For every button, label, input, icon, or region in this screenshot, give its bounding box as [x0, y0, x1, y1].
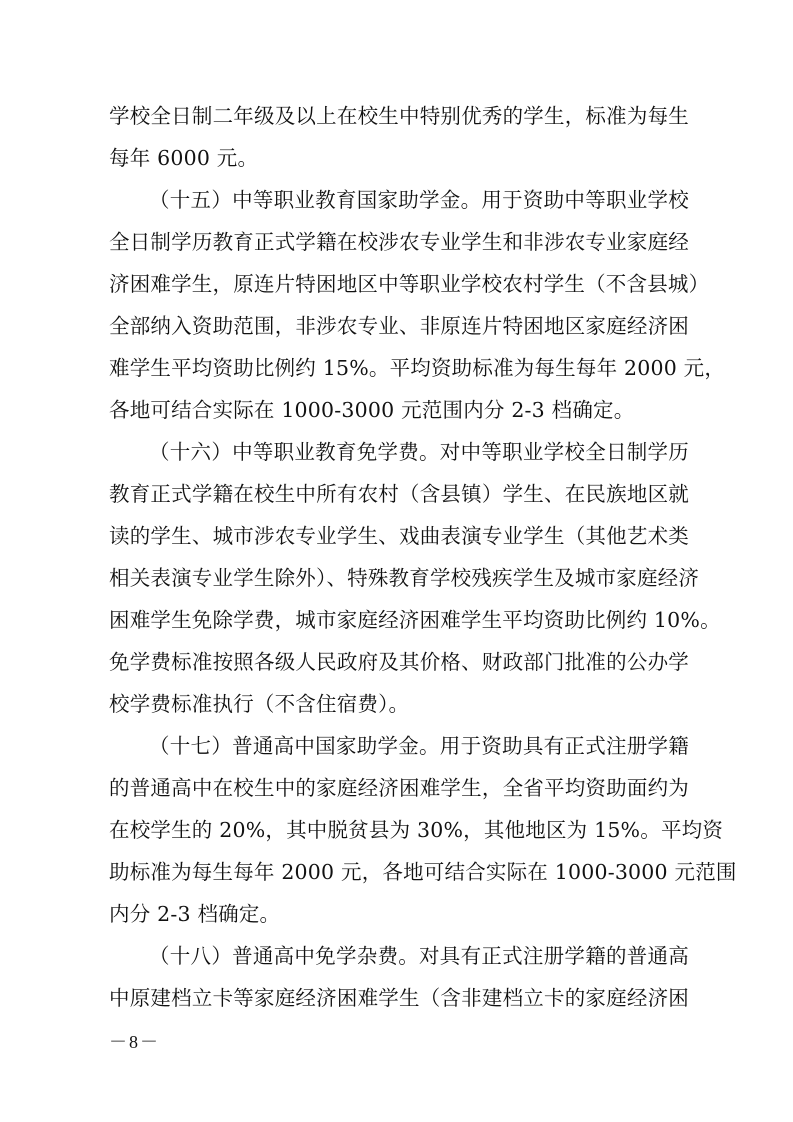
- text-line: 全日制学历教育正式学籍在校涉农专业学生和非涉农专业家庭经: [109, 230, 689, 254]
- paragraph-heading-line: （十七）普通高中国家助学金。用于资助具有正式注册学籍: [149, 734, 689, 758]
- text-line: 难学生平均资助比例约 15%。平均资助标准为每生每年 2000 元，: [109, 356, 726, 380]
- text-line: 全部纳入资助范围，非涉农专业、非原连片特困地区家庭经济困: [109, 314, 689, 338]
- text-line: 在校学生的 20%，其中脱贫县为 30%，其他地区为 15%。平均资: [109, 818, 724, 842]
- text-line: 济困难学生，原连片特困地区中等职业学校农村学生（不含县城）: [109, 272, 710, 296]
- paragraph-heading-line: （十六）中等职业教育免学费。对中等职业学校全日制学历: [149, 440, 689, 464]
- text-line: 学校全日制二年级及以上在校生中特别优秀的学生，标准为每生: [109, 104, 689, 128]
- text-line: 教育正式学籍在校生中所有农村（含县镇）学生、在民族地区就: [109, 482, 689, 506]
- text-line: 助标准为每生每年 2000 元，各地可结合实际在 1000-3000 元范围: [109, 860, 737, 884]
- page-number: －8－: [109, 1032, 160, 1052]
- paragraph-heading-line: （十五）中等职业教育国家助学金。用于资助中等职业学校: [149, 188, 689, 212]
- text-line: 困难学生免除学费，城市家庭经济困难学生平均资助比例约 10%。: [109, 608, 721, 632]
- text-line: 内分 2-3 档确定。: [109, 902, 281, 926]
- text-line: 相关表演专业学生除外）、特殊教育学校残疾学生及城市家庭经济: [109, 566, 700, 590]
- text-line: 每年 6000 元。: [109, 146, 259, 170]
- paragraph-heading-line: （十八）普通高中免学杂费。对具有正式注册学籍的普通高: [149, 944, 689, 968]
- text-line: 校学费标准执行（不含住宿费）。: [109, 692, 410, 716]
- text-line: 中原建档立卡等家庭经济困难学生（含非建档立卡的家庭经济困: [109, 986, 689, 1010]
- text-line: 的普通高中在校生中的家庭经济困难学生，全省平均资助面约为: [109, 776, 689, 800]
- text-line: 读的学生、城市涉农专业学生、戏曲表演专业学生（其他艺术类: [109, 524, 689, 548]
- text-line: 免学费标准按照各级人民政府及其价格、财政部门批准的公办学: [109, 650, 689, 674]
- text-line: 各地可结合实际在 1000-3000 元范围内分 2-3 档确定。: [109, 398, 635, 422]
